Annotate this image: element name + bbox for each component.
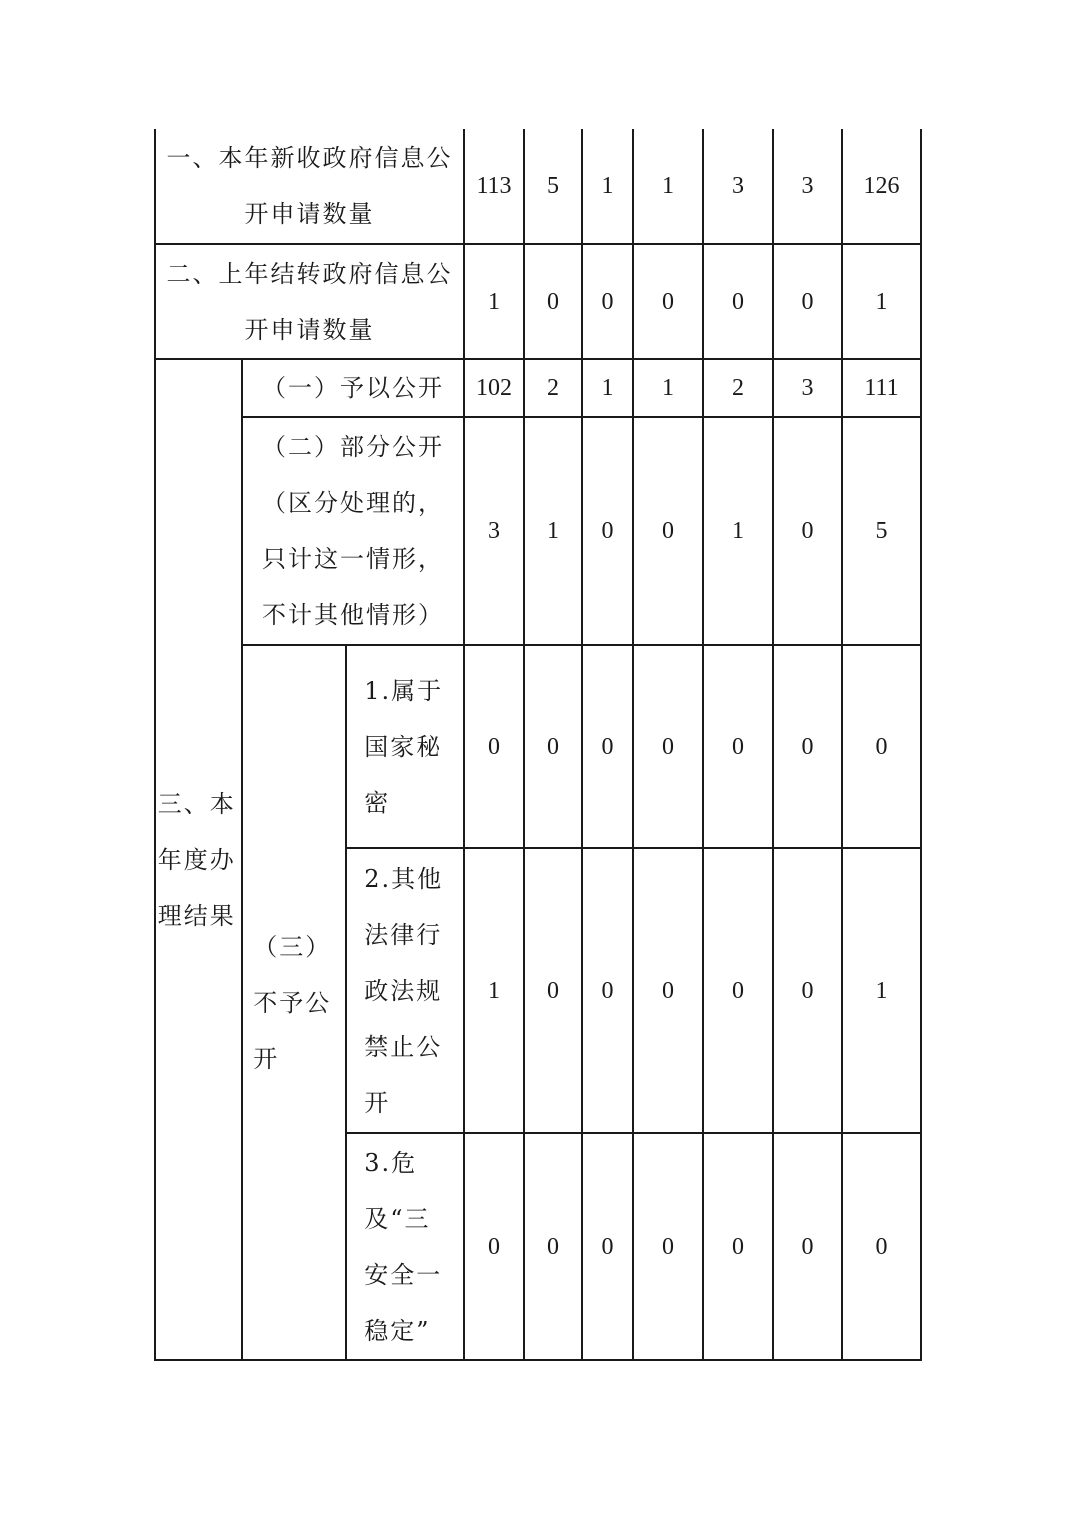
value-cell: 0 — [524, 244, 582, 359]
value-cell: 3 — [773, 129, 842, 244]
value-cell: 1 — [464, 244, 524, 359]
value-cell: 1 — [633, 359, 703, 417]
row-label-state-secret: 1.属于国家秘密 — [346, 645, 464, 848]
value-cell: 0 — [633, 645, 703, 848]
value-cell: 0 — [582, 1133, 633, 1360]
table-row-carried-over — [155, 244, 921, 359]
value-cell: 1 — [582, 129, 633, 244]
value-cell: 0 — [464, 1133, 524, 1360]
table-row-new-requests — [155, 129, 921, 244]
value-cell: 2 — [703, 359, 773, 417]
value-cell: 1 — [524, 417, 582, 645]
value-cell: 113 — [464, 129, 524, 244]
value-cell: 0 — [703, 645, 773, 848]
value-cell-total: 126 — [842, 129, 921, 244]
value-cell-total: 1 — [842, 244, 921, 359]
value-cell-total: 5 — [842, 417, 921, 645]
row-label-new-requests: 一、本年新收政府信息公开申请数量 — [155, 129, 464, 244]
value-cell: 0 — [703, 244, 773, 359]
value-cell: 0 — [703, 848, 773, 1133]
value-cell: 0 — [703, 1133, 773, 1360]
value-cell-total: 111 — [842, 359, 921, 417]
row-label-disclosed: （一）予以公开 — [242, 359, 464, 417]
row-label-three-security: 3.危及“三安全一稳定” — [346, 1133, 464, 1360]
value-cell: 0 — [524, 1133, 582, 1360]
value-cell: 102 — [464, 359, 524, 417]
value-cell: 0 — [524, 645, 582, 848]
value-cell-total: 0 — [842, 1133, 921, 1360]
row-label-results: 三、本年度办理结果 — [155, 359, 242, 1360]
value-cell: 3 — [464, 417, 524, 645]
value-cell: 0 — [582, 645, 633, 848]
value-cell: 0 — [582, 417, 633, 645]
value-cell: 0 — [773, 1133, 842, 1360]
value-cell-total: 1 — [842, 848, 921, 1133]
value-cell: 5 — [524, 129, 582, 244]
value-cell: 0 — [464, 645, 524, 848]
value-cell: 1 — [582, 359, 633, 417]
value-cell: 0 — [773, 848, 842, 1133]
value-cell: 0 — [633, 244, 703, 359]
value-cell: 1 — [633, 129, 703, 244]
value-cell: 0 — [633, 1133, 703, 1360]
table-row-disclosed — [155, 359, 921, 417]
value-cell: 2 — [524, 359, 582, 417]
row-label-prohibited-by-law: 2.其他法律行政法规禁止公开 — [346, 848, 464, 1133]
table-row-state-secret — [155, 645, 921, 848]
value-cell: 0 — [773, 417, 842, 645]
table-row-partial — [155, 417, 921, 645]
value-cell: 0 — [582, 848, 633, 1133]
value-cell: 0 — [773, 244, 842, 359]
value-cell: 1 — [703, 417, 773, 645]
value-cell: 0 — [633, 417, 703, 645]
value-cell: 1 — [464, 848, 524, 1133]
value-cell: 0 — [633, 848, 703, 1133]
value-cell: 0 — [582, 244, 633, 359]
value-cell: 3 — [773, 359, 842, 417]
row-label-carried-over: 二、上年结转政府信息公开申请数量 — [155, 244, 464, 359]
row-label-partial: （二）部分公开（区分处理的，只计这一情形，不计其他情形） — [242, 417, 464, 645]
value-cell: 3 — [703, 129, 773, 244]
value-cell-total: 0 — [842, 645, 921, 848]
row-label-not-disclosed: （三）不予公开 — [242, 645, 346, 1360]
disclosure-statistics-table — [154, 129, 922, 1361]
value-cell: 0 — [524, 848, 582, 1133]
value-cell: 0 — [773, 645, 842, 848]
